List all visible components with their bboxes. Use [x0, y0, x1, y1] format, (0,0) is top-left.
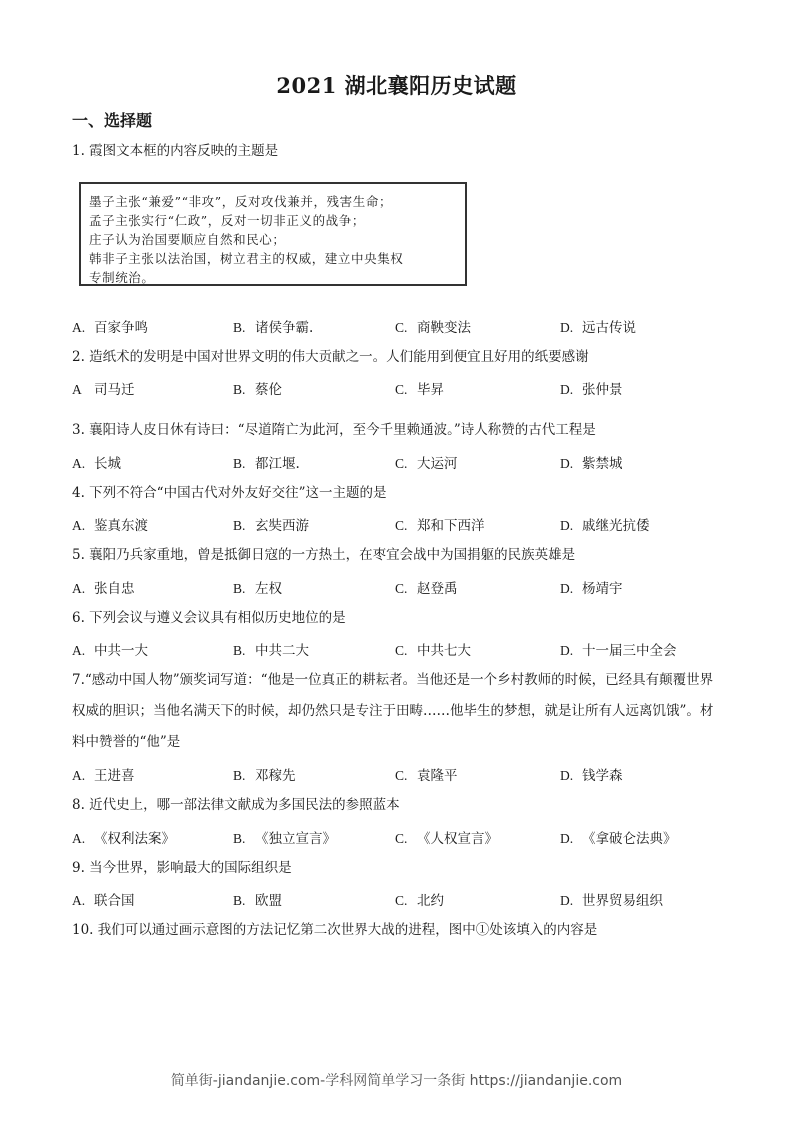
option-d: D. 世界贸易组织: [560, 893, 663, 909]
question-5-stem: 5. 襄阳乃兵家重地，曾是抵御日寇的一方热土，在枣宜会战中为国捐躯的民族英雄是: [72, 547, 576, 563]
question-6-options: [72, 639, 722, 659]
option-c: C. 袁隆平: [395, 768, 458, 784]
question-10-stem: 10. 我们可以通过画示意图的方法记忆第二次世界大战的进程，图中①处该填入的内容是: [72, 922, 598, 938]
option-a: A. 王进喜: [72, 768, 135, 784]
option-a: A. 联合国: [72, 893, 135, 909]
option-c: C. 商鞅变法: [395, 320, 471, 336]
question-9-options: [72, 889, 722, 909]
question-2-stem: 2. 造纸术的发明是中国对世界文明的伟大贡献之一。人们能用到便宜且好用的纸要感谢: [72, 349, 589, 365]
text-box-line: 韩非子主张以法治国，树立君主的权威，建立中央集权: [89, 251, 404, 266]
option-a: A. 鉴真东渡: [72, 518, 148, 534]
option-b: B. 欧盟: [233, 893, 282, 909]
document-title: 2021 湖北襄阳历史试题: [276, 73, 517, 98]
question-3-options: [72, 452, 722, 472]
option-d: D. 十一届三中全会: [560, 643, 677, 659]
option-b: B. 《独立宣言》: [233, 831, 336, 847]
text-box-line: 墨子主张“兼爱”“非攻”，反对攻伐兼并，残害生命；: [89, 194, 393, 209]
option-a: A. 《权利法案》: [72, 831, 175, 847]
text-box-line: 庄子认为治国要顺应自然和民心；: [89, 232, 286, 247]
option-c: C. 《人权宣言》: [395, 831, 498, 847]
option-d: D. 《拿破仑法典》: [560, 831, 677, 847]
option-b: B. 中共二大: [233, 643, 309, 659]
option-a: A. 张自忠: [72, 581, 135, 597]
option-c: C. 毕昇: [395, 382, 444, 398]
option-c: C. 赵登禹: [395, 581, 458, 597]
question-1-text-box: [79, 182, 467, 286]
question-7-stem: 7.“感动中国人物”颁奖词写道：“他是一位真正的耕耘者。当他还是一个乡村教师的时候，已经具有颠覆世界权威的胆识；当他名满天下的时候，却仍然只是专注于田畴……他毕生的梦想，就是让所有人远离饥饿”。材料中赞誉的“他”是: [72, 672, 714, 750]
text-box-line: 孟子主张实行“仁政”，反对一切非正义的战争；: [89, 213, 365, 228]
option-c: C. 中共七大: [395, 643, 471, 659]
option-d: D. 钱学森: [560, 768, 623, 784]
option-d: D. 杨靖宇: [560, 581, 623, 597]
option-d: D. 张仲景: [560, 382, 623, 398]
question-2-options: [72, 378, 722, 398]
question-9-stem: 9. 当今世界，影响最大的国际组织是: [72, 860, 292, 876]
option-b: B. 邓稼先: [233, 768, 296, 784]
option-b: B. 蔡伦: [233, 382, 282, 398]
option-b: B. 诸侯争霸.: [233, 320, 314, 336]
question-3-stem: 3. 襄阳诗人皮日休有诗曰：“尽道隋亡为此河，至今千里赖通波。”诗人称赞的古代工程是: [72, 422, 596, 438]
option-b: B. 玄奘西游: [233, 518, 309, 534]
option-a: A. 中共一大: [72, 643, 148, 659]
option-d: D. 紫禁城: [560, 456, 623, 472]
question-4-stem: 4. 下列不符合“中国古代对外友好交往”这一主题的是: [72, 485, 387, 501]
option-d: D. 远古传说: [560, 320, 636, 336]
option-d: D. 戚继光抗倭: [560, 518, 650, 534]
option-a: A. 长城: [72, 456, 121, 472]
question-7-options: [72, 764, 722, 784]
section-heading: 一、选择题: [72, 111, 153, 130]
option-a: A 司马迁: [72, 382, 135, 398]
option-a: A. 百家争鸣: [72, 320, 148, 336]
text-box-line: 专制统治。: [89, 270, 155, 285]
question-6-stem: 6. 下列会议与遵义会议具有相似历史地位的是: [72, 610, 346, 626]
footer-watermark: 简单街-jiandanjie.com-学科网简单学习一条街 https://jiandanjie.com: [170, 1073, 623, 1089]
option-c: C. 北约: [395, 893, 444, 909]
option-c: C. 大运河: [395, 456, 458, 472]
option-c: C. 郑和下西洋: [395, 518, 485, 534]
option-b: B. 都江堰.: [233, 456, 300, 472]
question-1-options: [72, 316, 722, 336]
question-8-stem: 8. 近代史上，哪一部法律文献成为多国民法的参照蓝本: [72, 797, 400, 813]
question-1-stem: 1. 霞图文本框的内容反映的主题是: [72, 143, 279, 159]
option-b: B. 左权: [233, 581, 282, 597]
question-8-options: [72, 827, 722, 847]
question-4-options: [72, 514, 722, 534]
question-5-options: [72, 577, 722, 597]
